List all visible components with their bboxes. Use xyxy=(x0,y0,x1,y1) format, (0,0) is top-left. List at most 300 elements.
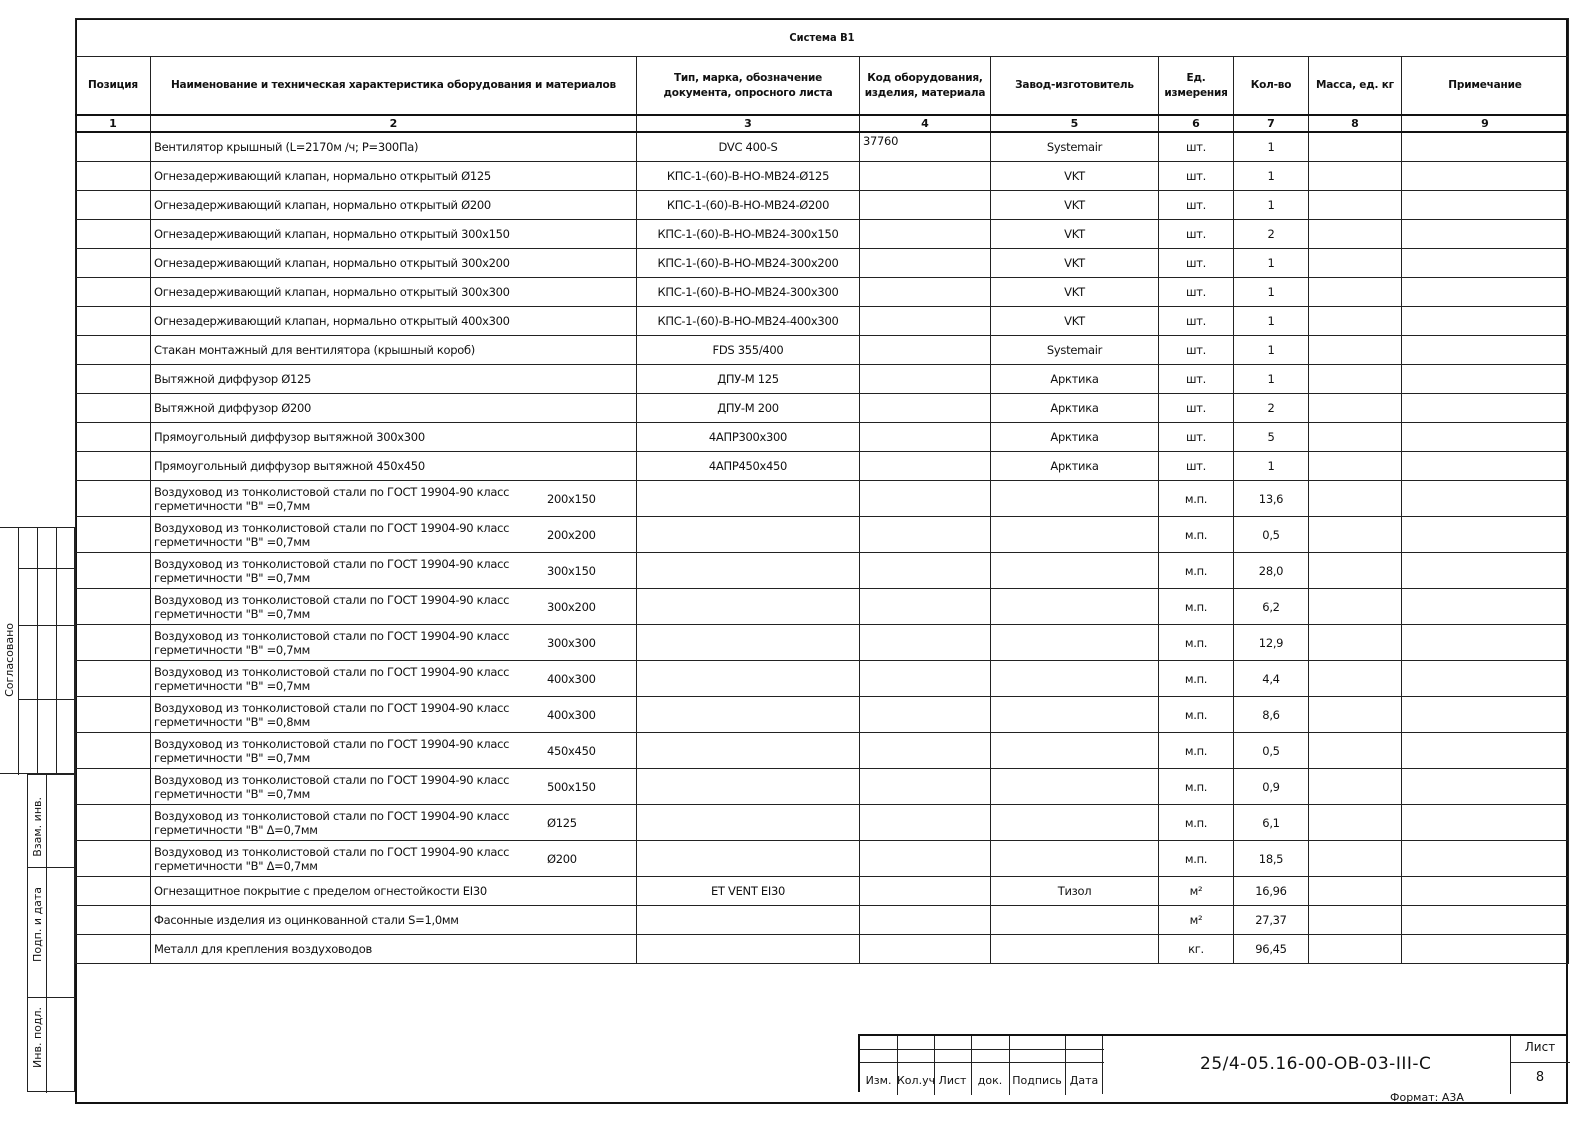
revision-cell xyxy=(934,1049,972,1063)
item-type xyxy=(637,805,860,841)
item-pos xyxy=(76,697,151,733)
item-mass xyxy=(1309,278,1402,307)
item-type xyxy=(637,697,860,733)
item-unit: м.п. xyxy=(1159,841,1234,877)
item-name-wrap xyxy=(154,942,633,956)
item-name-wrap xyxy=(154,169,633,183)
item-type: КПС-1-(60)-В-НО-МВ24-Ø200 xyxy=(637,191,860,220)
item-code xyxy=(860,935,991,964)
item-name-cell xyxy=(151,733,637,769)
item-name: Вытяжной диффузор Ø125 xyxy=(154,372,312,386)
item-name: Огнезадерживающий клапан, нормально открытый 400х300 xyxy=(154,314,510,328)
item-code xyxy=(860,452,991,481)
item-mass xyxy=(1309,935,1402,964)
item-name: Металл для крепления воздуховодов xyxy=(154,942,373,956)
item-note xyxy=(1402,336,1569,365)
item-maker: Арктика xyxy=(991,394,1159,423)
item-name-wrap xyxy=(154,372,633,386)
item-maker: Systemair xyxy=(991,132,1159,162)
item-mass xyxy=(1309,625,1402,661)
item-code xyxy=(860,877,991,906)
item-name-cell xyxy=(151,132,637,162)
column-header: Кол-во xyxy=(1234,57,1309,116)
item-unit: шт. xyxy=(1159,220,1234,249)
item-code xyxy=(860,336,991,365)
item-name-wrap xyxy=(154,809,633,837)
item-maker: VKT xyxy=(991,191,1159,220)
revision-label: Дата xyxy=(1069,1074,1099,1087)
revision-cell xyxy=(897,1049,935,1063)
item-code xyxy=(860,697,991,733)
items-body xyxy=(76,132,1569,964)
item-code xyxy=(860,841,991,877)
item-name: Прямоугольный диффузор вытяжной 450х450 xyxy=(154,459,425,473)
agreed-label: Согласовано xyxy=(3,623,16,697)
item-maker xyxy=(991,553,1159,589)
item-note xyxy=(1402,877,1569,906)
item-mass xyxy=(1309,517,1402,553)
item-size: 300х300 xyxy=(547,635,596,650)
item-name: Воздуховод из тонколистовой стали по ГОСТ 19904-90 класс герметичности "В" =0,8мм xyxy=(154,700,510,729)
system-title: Система В1 xyxy=(76,19,1569,57)
item-unit: м² xyxy=(1159,906,1234,935)
agreed-stamp xyxy=(0,527,75,774)
item-code xyxy=(860,162,991,191)
item-pos xyxy=(76,365,151,394)
item-mass xyxy=(1309,423,1402,452)
revision-cell xyxy=(971,1036,1010,1049)
item-code xyxy=(860,733,991,769)
item-code xyxy=(860,589,991,625)
item-mass xyxy=(1309,661,1402,697)
item-code xyxy=(860,394,991,423)
item-name-wrap xyxy=(154,557,633,585)
title-block xyxy=(858,1034,1568,1092)
item-unit: шт. xyxy=(1159,191,1234,220)
column-number: 5 xyxy=(991,115,1159,132)
table-row xyxy=(76,733,1569,769)
item-qty: 0,5 xyxy=(1234,517,1309,553)
item-unit: м.п. xyxy=(1159,517,1234,553)
item-pos xyxy=(76,625,151,661)
item-mass xyxy=(1309,365,1402,394)
table-row xyxy=(76,336,1569,365)
item-type xyxy=(637,589,860,625)
item-code: 37760 xyxy=(860,132,991,162)
item-type: КПС-1-(60)-В-НО-МВ24-300х200 xyxy=(637,249,860,278)
item-maker xyxy=(991,935,1159,964)
item-name-wrap xyxy=(154,485,633,513)
item-name-cell xyxy=(151,697,637,733)
inv-replace-label: Взам. инв. xyxy=(31,797,44,857)
item-pos xyxy=(76,589,151,625)
item-code xyxy=(860,805,991,841)
item-name: Огнезадерживающий клапан, нормально открытый Ø125 xyxy=(154,169,491,183)
item-type: КПС-1-(60)-В-НО-МВ24-300х300 xyxy=(637,278,860,307)
item-size: 200х150 xyxy=(547,491,596,506)
item-type xyxy=(637,553,860,589)
item-code xyxy=(860,553,991,589)
item-unit: шт. xyxy=(1159,394,1234,423)
table-row xyxy=(76,589,1569,625)
item-name-wrap xyxy=(154,701,633,729)
table-row xyxy=(76,841,1569,877)
item-pos xyxy=(76,307,151,336)
revision-label: док. xyxy=(977,1074,1003,1087)
item-qty: 0,9 xyxy=(1234,769,1309,805)
item-unit: шт. xyxy=(1159,278,1234,307)
item-size: 500х150 xyxy=(547,779,596,794)
table-row xyxy=(76,452,1569,481)
item-note xyxy=(1402,841,1569,877)
item-size: Ø200 xyxy=(547,851,577,866)
item-mass xyxy=(1309,162,1402,191)
item-qty: 1 xyxy=(1234,249,1309,278)
item-note xyxy=(1402,481,1569,517)
item-name: Фасонные изделия из оцинкованной стали S=1,0мм xyxy=(154,913,459,927)
item-unit: м.п. xyxy=(1159,733,1234,769)
item-name-wrap xyxy=(154,227,633,241)
item-maker: Арктика xyxy=(991,365,1159,394)
item-maker xyxy=(991,697,1159,733)
column-header: Ед. измерения xyxy=(1159,57,1234,116)
item-pos xyxy=(76,733,151,769)
item-type: КПС-1-(60)-В-НО-МВ24-300х150 xyxy=(637,220,860,249)
item-type xyxy=(637,841,860,877)
inventory-stamp xyxy=(27,774,75,1092)
column-header: Наименование и техническая характеристика оборудования и материалов xyxy=(151,57,637,116)
item-name: Огнезадерживающий клапан, нормально открытый 300х200 xyxy=(154,256,510,270)
item-qty: 6,1 xyxy=(1234,805,1309,841)
item-unit: шт. xyxy=(1159,365,1234,394)
item-qty: 27,37 xyxy=(1234,906,1309,935)
item-pos xyxy=(76,906,151,935)
item-name: Воздуховод из тонколистовой стали по ГОСТ 19904-90 класс герметичности "В" =0,7мм xyxy=(154,628,510,657)
item-pos xyxy=(76,249,151,278)
item-maker: Тизол xyxy=(991,877,1159,906)
item-qty: 1 xyxy=(1234,336,1309,365)
item-unit: шт. xyxy=(1159,162,1234,191)
item-code xyxy=(860,191,991,220)
item-type xyxy=(637,906,860,935)
item-pos xyxy=(76,769,151,805)
item-maker xyxy=(991,481,1159,517)
item-qty: 2 xyxy=(1234,394,1309,423)
item-code xyxy=(860,307,991,336)
item-name-cell xyxy=(151,365,637,394)
sheet-label: Лист xyxy=(1524,1040,1556,1054)
sheet-number: 8 xyxy=(1535,1070,1545,1085)
item-name-wrap xyxy=(154,629,633,657)
item-unit: кг. xyxy=(1159,935,1234,964)
item-note xyxy=(1402,553,1569,589)
item-type: 4АПР300х300 xyxy=(637,423,860,452)
item-code xyxy=(860,517,991,553)
item-note xyxy=(1402,935,1569,964)
revision-cell xyxy=(897,1036,935,1049)
item-mass xyxy=(1309,220,1402,249)
table-row xyxy=(76,661,1569,697)
revision-label: Изм. xyxy=(865,1074,892,1087)
item-pos xyxy=(76,877,151,906)
item-name-wrap xyxy=(154,593,633,621)
table-row xyxy=(76,220,1569,249)
item-name: Огнезадерживающий клапан, нормально открытый 300х150 xyxy=(154,227,510,241)
item-qty: 4,4 xyxy=(1234,661,1309,697)
item-name: Воздуховод из тонколистовой стали по ГОСТ 19904-90 класс герметичности "В" =0,7мм xyxy=(154,772,510,801)
item-unit: шт. xyxy=(1159,132,1234,162)
column-number: 8 xyxy=(1309,115,1402,132)
item-note xyxy=(1402,423,1569,452)
column-number: 6 xyxy=(1159,115,1234,132)
item-mass xyxy=(1309,481,1402,517)
item-size: 450х450 xyxy=(547,743,596,758)
item-name: Воздуховод из тонколистовой стали по ГОСТ 19904-90 класс герметичности "В" =0,7мм xyxy=(154,556,510,585)
item-code xyxy=(860,481,991,517)
item-qty: 6,2 xyxy=(1234,589,1309,625)
item-mass xyxy=(1309,841,1402,877)
column-header: Код оборудования, изделия, материала xyxy=(860,57,991,116)
header-row xyxy=(76,57,1569,116)
item-pos xyxy=(76,517,151,553)
item-qty: 12,9 xyxy=(1234,625,1309,661)
item-unit: шт. xyxy=(1159,307,1234,336)
item-mass xyxy=(1309,769,1402,805)
item-note xyxy=(1402,769,1569,805)
item-pos xyxy=(76,162,151,191)
item-name-cell xyxy=(151,553,637,589)
item-maker: VKT xyxy=(991,278,1159,307)
column-number: 2 xyxy=(151,115,637,132)
column-header: Завод-изготовитель xyxy=(991,57,1159,116)
item-code xyxy=(860,278,991,307)
item-maker: VKT xyxy=(991,220,1159,249)
table-row xyxy=(76,805,1569,841)
item-note xyxy=(1402,452,1569,481)
item-maker: Арктика xyxy=(991,452,1159,481)
item-code xyxy=(860,661,991,697)
item-name-wrap xyxy=(154,430,633,444)
item-mass xyxy=(1309,877,1402,906)
item-pos xyxy=(76,132,151,162)
table-row xyxy=(76,769,1569,805)
column-number: 7 xyxy=(1234,115,1309,132)
table-row xyxy=(76,191,1569,220)
item-mass xyxy=(1309,394,1402,423)
item-type xyxy=(637,517,860,553)
item-qty: 1 xyxy=(1234,307,1309,336)
item-name-cell xyxy=(151,191,637,220)
item-unit: м.п. xyxy=(1159,553,1234,589)
table-row xyxy=(76,423,1569,452)
item-name-cell xyxy=(151,841,637,877)
item-name-cell xyxy=(151,220,637,249)
item-maker: VKT xyxy=(991,249,1159,278)
revision-cell xyxy=(860,1036,897,1049)
item-name-cell xyxy=(151,935,637,964)
item-pos xyxy=(76,336,151,365)
item-qty: 18,5 xyxy=(1234,841,1309,877)
item-name-wrap xyxy=(154,884,633,898)
table-row xyxy=(76,481,1569,517)
revision-grid xyxy=(860,1036,1103,1094)
item-name-wrap xyxy=(154,773,633,801)
column-header: Примечание xyxy=(1402,57,1569,116)
table-row xyxy=(76,365,1569,394)
item-name-cell xyxy=(151,589,637,625)
item-qty: 8,6 xyxy=(1234,697,1309,733)
item-name-wrap xyxy=(154,913,633,927)
column-number: 3 xyxy=(637,115,860,132)
item-pos xyxy=(76,220,151,249)
item-name-wrap xyxy=(154,256,633,270)
item-note xyxy=(1402,517,1569,553)
item-pos xyxy=(76,394,151,423)
specification-table xyxy=(75,18,1569,964)
item-type xyxy=(637,935,860,964)
item-code xyxy=(860,220,991,249)
table-row xyxy=(76,935,1569,964)
item-name-wrap xyxy=(154,737,633,765)
item-type: DVC 400-S xyxy=(637,132,860,162)
document-code: 25/4-05.16-00-ОВ-03-III-С xyxy=(1200,1054,1432,1074)
revision-cell xyxy=(1065,1036,1104,1049)
revision-cell xyxy=(860,1049,897,1063)
item-note xyxy=(1402,906,1569,935)
item-unit: шт. xyxy=(1159,249,1234,278)
item-name-wrap xyxy=(154,343,633,357)
item-name-cell xyxy=(151,625,637,661)
item-mass xyxy=(1309,132,1402,162)
item-name-cell xyxy=(151,877,637,906)
item-code xyxy=(860,906,991,935)
item-pos xyxy=(76,553,151,589)
item-code xyxy=(860,769,991,805)
item-code xyxy=(860,249,991,278)
item-name: Огнезадерживающий клапан, нормально открытый Ø200 xyxy=(154,198,491,212)
item-maker xyxy=(991,906,1159,935)
column-number-row xyxy=(76,115,1569,132)
item-qty: 1 xyxy=(1234,278,1309,307)
item-name-cell xyxy=(151,394,637,423)
inv-orig-label: Инв. подл. xyxy=(31,1007,44,1068)
item-type: 4АПР450х450 xyxy=(637,452,860,481)
item-name-cell xyxy=(151,452,637,481)
item-unit: м.п. xyxy=(1159,589,1234,625)
item-unit: м.п. xyxy=(1159,481,1234,517)
item-maker: VKT xyxy=(991,307,1159,336)
item-size: Ø125 xyxy=(547,815,577,830)
item-name-wrap xyxy=(154,140,633,154)
column-header: Позиция xyxy=(76,57,151,116)
item-type: ДПУ-М 200 xyxy=(637,394,860,423)
item-note xyxy=(1402,697,1569,733)
item-note xyxy=(1402,733,1569,769)
item-unit: м² xyxy=(1159,877,1234,906)
item-name-wrap xyxy=(154,665,633,693)
revision-cell xyxy=(1009,1049,1066,1063)
sign-date-label: Подп. и дата xyxy=(31,887,44,962)
item-size: 200х200 xyxy=(547,527,596,542)
item-note xyxy=(1402,132,1569,162)
item-name-wrap xyxy=(154,845,633,873)
item-size: 300х200 xyxy=(547,599,596,614)
item-mass xyxy=(1309,733,1402,769)
item-name-wrap xyxy=(154,521,633,549)
item-code xyxy=(860,625,991,661)
column-header: Масса, ед. кг xyxy=(1309,57,1402,116)
item-pos xyxy=(76,423,151,452)
item-type xyxy=(637,733,860,769)
item-qty: 1 xyxy=(1234,162,1309,191)
item-mass xyxy=(1309,906,1402,935)
item-maker: VKT xyxy=(991,162,1159,191)
item-note xyxy=(1402,191,1569,220)
item-code xyxy=(860,423,991,452)
item-qty: 5 xyxy=(1234,423,1309,452)
item-mass xyxy=(1309,452,1402,481)
item-maker xyxy=(991,625,1159,661)
column-header: Тип, марка, обозначение документа, опросного листа xyxy=(637,57,860,116)
item-type: КПС-1-(60)-В-НО-МВ24-400х300 xyxy=(637,307,860,336)
item-name-cell xyxy=(151,423,637,452)
item-mass xyxy=(1309,249,1402,278)
item-name-cell xyxy=(151,162,637,191)
item-note xyxy=(1402,249,1569,278)
table-row xyxy=(76,278,1569,307)
item-note xyxy=(1402,365,1569,394)
revision-cell xyxy=(1065,1049,1104,1063)
item-name: Огнезадерживающий клапан, нормально открытый 300х300 xyxy=(154,285,510,299)
item-maker: Systemair xyxy=(991,336,1159,365)
revision-label: Подпись xyxy=(1012,1074,1062,1087)
item-mass xyxy=(1309,589,1402,625)
item-note xyxy=(1402,625,1569,661)
item-maker xyxy=(991,841,1159,877)
table-row xyxy=(76,162,1569,191)
table-row xyxy=(76,249,1569,278)
item-qty: 0,5 xyxy=(1234,733,1309,769)
item-pos xyxy=(76,481,151,517)
item-mass xyxy=(1309,553,1402,589)
item-pos xyxy=(76,935,151,964)
item-maker: Арктика xyxy=(991,423,1159,452)
item-name: Воздуховод из тонколистовой стали по ГОСТ 19904-90 класс герметичности "В" Δ=0,7мм xyxy=(154,808,510,837)
item-maker xyxy=(991,589,1159,625)
item-unit: м.п. xyxy=(1159,769,1234,805)
item-size: 400х300 xyxy=(547,707,596,722)
item-maker xyxy=(991,517,1159,553)
item-unit: м.п. xyxy=(1159,805,1234,841)
column-number: 4 xyxy=(860,115,991,132)
table-row xyxy=(76,394,1569,423)
item-mass xyxy=(1309,191,1402,220)
revision-cell xyxy=(934,1036,972,1049)
table-row xyxy=(76,906,1569,935)
item-qty: 1 xyxy=(1234,132,1309,162)
item-name-cell xyxy=(151,481,637,517)
item-maker xyxy=(991,805,1159,841)
item-pos xyxy=(76,191,151,220)
item-name-wrap xyxy=(154,459,633,473)
column-number: 1 xyxy=(76,115,151,132)
item-note xyxy=(1402,307,1569,336)
item-note xyxy=(1402,805,1569,841)
table-row xyxy=(76,877,1569,906)
table-row xyxy=(76,625,1569,661)
item-name: Воздуховод из тонколистовой стали по ГОСТ 19904-90 класс герметичности "В" =0,7мм xyxy=(154,484,510,513)
item-name-cell xyxy=(151,336,637,365)
